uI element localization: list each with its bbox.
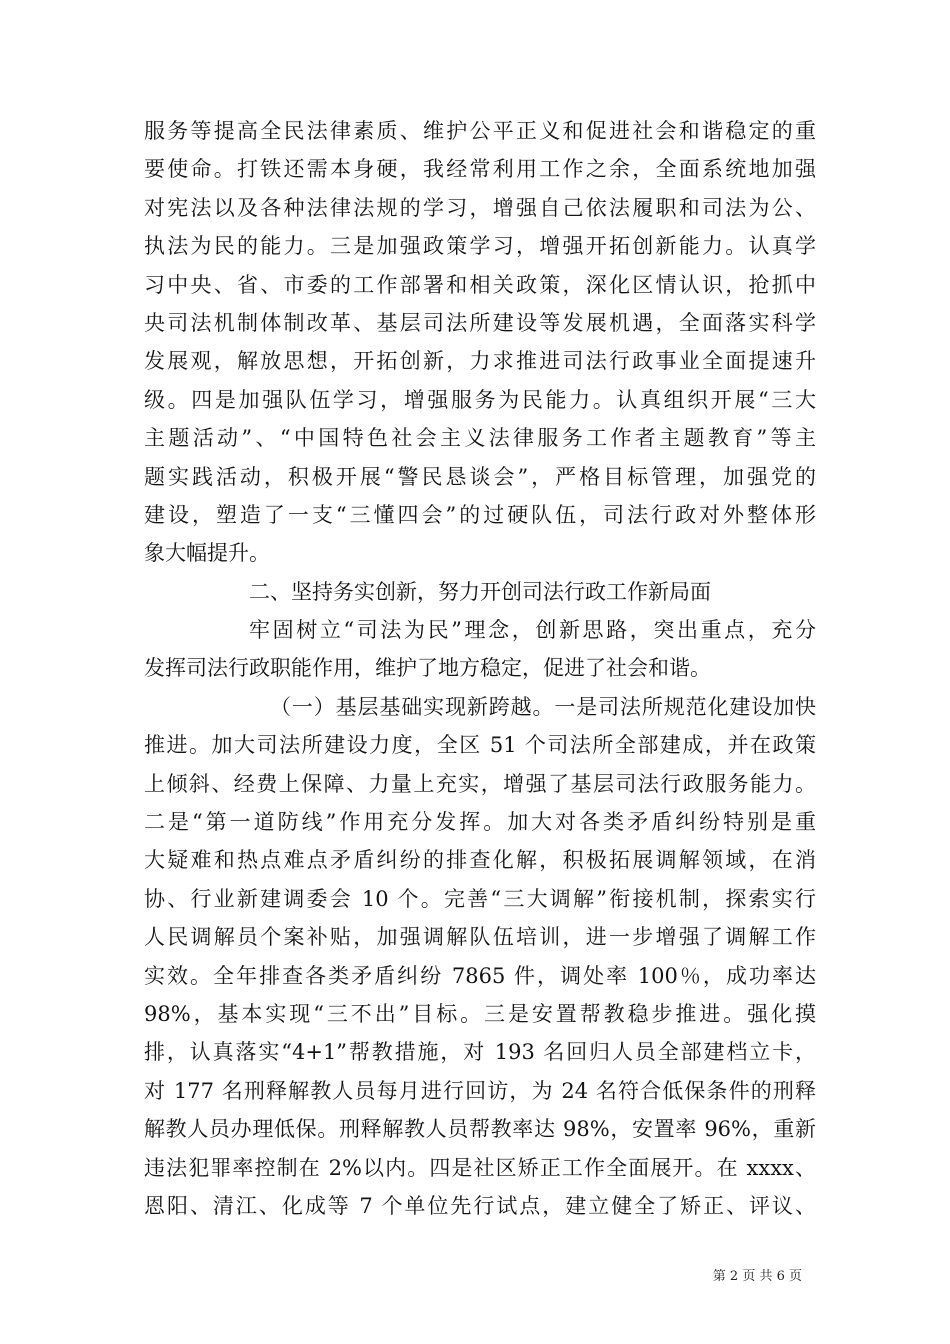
paragraph-line: 发展观，解放思想，开拓创新，力求推进司法行政事业全面提速升 — [144, 349, 816, 374]
paragraph-line: 上倾斜、经费上保障、力量上充实，增强了基层司法行政服务能力。 — [144, 771, 816, 796]
paragraph-line: 建设，塑造了一支“三懂四会”的过硬队伍，司法行政对外整体形 — [144, 502, 816, 527]
section-heading: 二、坚持务实创新，努力开创司法行政工作新局面 — [249, 579, 711, 604]
paragraph-line: 协、行业新建调委会 10 个。完善“三大调解”衔接机制，探索实行 — [144, 886, 816, 911]
paragraph-line: 人民调解员个案补贴，加强调解队伍培训，进一步增强了调解工作 — [144, 925, 816, 950]
paragraph-line: 推进。加大司法所建设力度，全区 51 个司法所全部建成，并在政策 — [144, 733, 816, 758]
paragraph-line: 服务等提高全民法律素质、维护公平正义和促进社会和谐稳定的重 — [144, 119, 816, 143]
paragraph-line: 级。四是加强队伍学习，增强服务为民能力。认真组织开展“三大 — [144, 387, 816, 412]
paragraph-line: 习中央、省、市委的工作部署和相关政策，深化区情认识，抢抓中 — [144, 272, 816, 297]
paragraph-line: 对宪法以及各种法律法规的学习，增强自己依法履职和司法为公、 — [144, 195, 816, 220]
paragraph-line: 央司法机制体制改革、基层司法所建设等发展机遇，全面落实科学 — [144, 310, 816, 335]
paragraph-line: 排，认真落实“4+1”帮教措施，对 193 名回归人员全部建档立卡， — [144, 1040, 816, 1065]
paragraph-line: 对 177 名刑释解教人员每月进行回访，为 24 名符合低保条件的刑释 — [144, 1078, 816, 1103]
paragraph-line: 解教人员办理低保。刑释解教人员帮教率达 98%，安置率 96%，重新 — [144, 1117, 816, 1142]
paragraph-line: 牢固树立“司法为民”理念，创新思路，突出重点，充分 — [249, 618, 816, 643]
paragraph-line: 象大幅提升。 — [144, 541, 270, 566]
paragraph-line: 要使命。打铁还需本身硬，我经常利用工作之余，全面系统地加强 — [144, 157, 816, 182]
paragraph-line: 二是“第一道防线”作用充分发挥。加大对各类矛盾纠纷特别是重 — [144, 810, 816, 835]
paragraph-line: 恩阳、清江、化成等 7 个单位先行试点，建立健全了矫正、评议、 — [144, 1193, 816, 1218]
paragraph-line: 主题活动”、“中国特色社会主义法律服务工作者主题教育”等主 — [144, 426, 816, 451]
paragraph-line: 发挥司法行政职能作用，维护了地方稳定，促进了社会和谐。 — [144, 656, 711, 681]
paragraph-line: 大疑难和热点难点矛盾纠纷的排查化解，积极拓展调解领域，在消 — [144, 848, 816, 873]
paragraph-line: 98%，基本实现“三不出”目标。三是安置帮教稳步推进。强化摸 — [144, 1001, 816, 1026]
page-number-footer: 第 2 页 共 6 页 — [712, 1269, 802, 1284]
subsection-line: （一）基层基础实现新跨越。一是司法所规范化建设加快 — [270, 694, 816, 719]
paragraph-line: 实效。全年排查各类矛盾纠纷 7865 件，调处率 100％，成功率达 — [144, 963, 816, 988]
document-body — [144, 112, 816, 1225]
paragraph-line: 执法为民的能力。三是加强政策学习，增强开拓创新能力。认真学 — [144, 234, 816, 259]
paragraph-line: 题实践活动，积极开展“警民恳谈会”，严格目标管理，加强党的 — [144, 464, 816, 489]
paragraph-line: 违法犯罪率控制在 2%以内。四是社区矫正工作全面展开。在 xxxx、 — [144, 1155, 816, 1180]
